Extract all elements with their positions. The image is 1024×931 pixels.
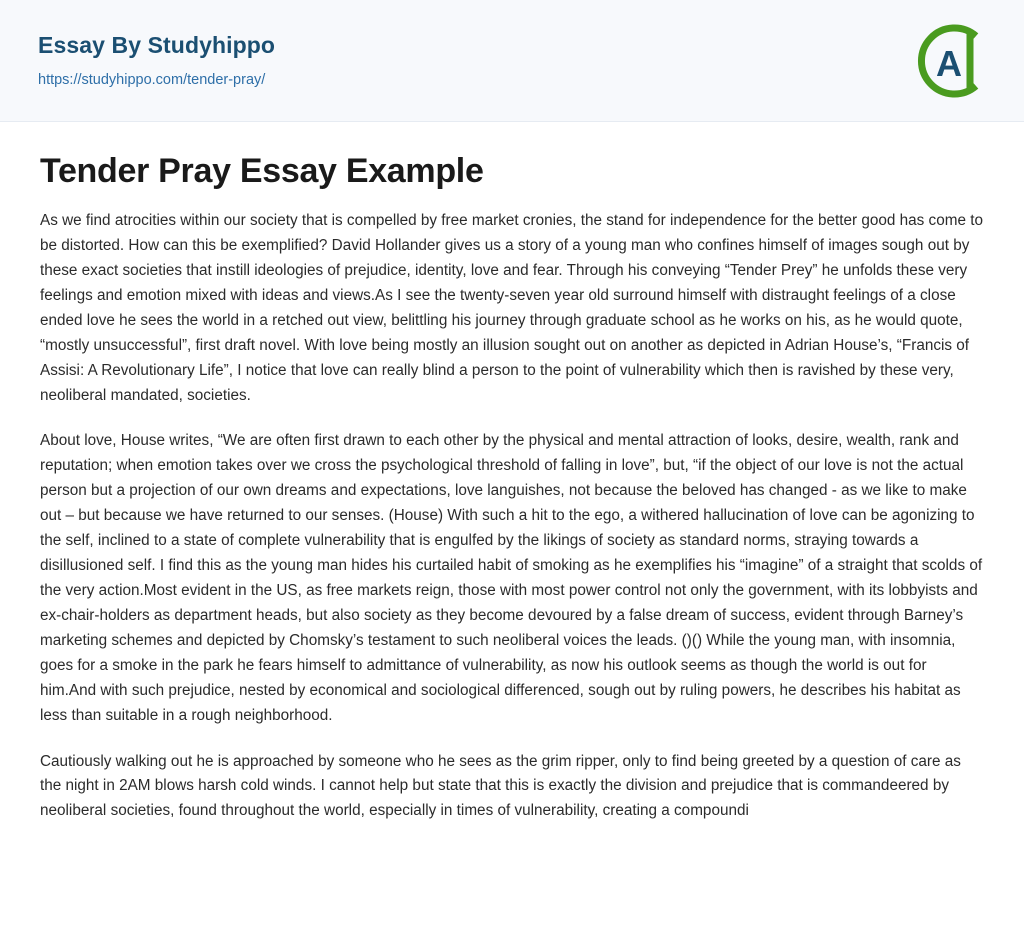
header-brand-block [38,32,275,90]
site-url-link[interactable]: https://studyhippo.com/tender-pray/ [38,72,266,89]
studyhippo-a-logo-icon [908,20,990,102]
essay-paragraph: Cautiously walking out he is approached by someone who he sees as the grim ripper, only to find being greeted by a question of care as the night in 2AM blows harsh cold winds. I cannot help but state that this is exactly the division and prejudice that is commandeered by neoliberal societies, found throughout the world, especially in times of vulnerability, creating a compoundi [40,752,961,820]
site-brand-title: Essay By Studyhippo [38,31,276,58]
page-title: Tender Pray Essay Example [40,152,484,190]
essay-content [0,122,1024,824]
site-header [0,0,1024,122]
essay-paragraph: About love, House writes, “We are often first drawn to each other by the physical and mental attraction of looks, desire, wealth, rank and reputation; when emotion takes over we cross the psychological threshold of falling in love”, but, “if the object of our love is not the actual person but a projection of our own dreams and expectations, love languishes, not because the beloved has changed - as we like to make out – but because we have returned to our senses. (House) With such a hit to the ego, a withered hallucination of love can be agonizing to the self, inclined to a state of complete vulnerability that is engulfed by the likings of society as standard norms, straying towards a disillusioned self. I find this as the young man hides his curtailed habit of smoking as he exemplifies his “imagine” of a straight that scolds of the very action.Most evident in the US, as free markets reign, those with most power control not only the government, with its lobbyists and ex-chair-holders as department heads, but also society as they become devoured by a false dream of success, evident through Barney’s marketing schemes and depicted by Chomsky’s testament to such neoliberal voices the leads. ()() While the young man, with insomnia, goes for a smoke in the park he fears himself to admittance of vulnerability, as now his outlook seems as though the world is out for him.And with such prejudice, nested by economical and sociological differenced, sough out by ruling powers, he describes his habitat as less than suitable in a rough neighborhood. [40,432,983,724]
svg-text:A: A [936,43,962,84]
essay-paragraph: As we find atrocities within our society that is compelled by free market cronies, the stand for independence for the better good has come to be distorted. How can this be exemplified? David Hollander gives us a story of a young man who confines himself of images sough out by these exact societies that instill ideologies of prejudice, identity, love and fear. Through his conveying “Tender Prey” he unfolds these very feelings and emotion mixed with ideas and views.As I see the twenty-seven year old surround himself with distraught feelings of a close ended love he sees the world in a retched out view, belittling his journey through graduate school as he works on his, as he would quote, “mostly unsuccessful”, first draft novel. With love being mostly an illusion sought out on another as depicted in Adrian House’s, “Francis of Assisi: A Revolutionary Life”, I notice that love can really blind a person to the point of vulnerability which then is ravished by these very, neoliberal mandated, societies. [40,212,983,404]
